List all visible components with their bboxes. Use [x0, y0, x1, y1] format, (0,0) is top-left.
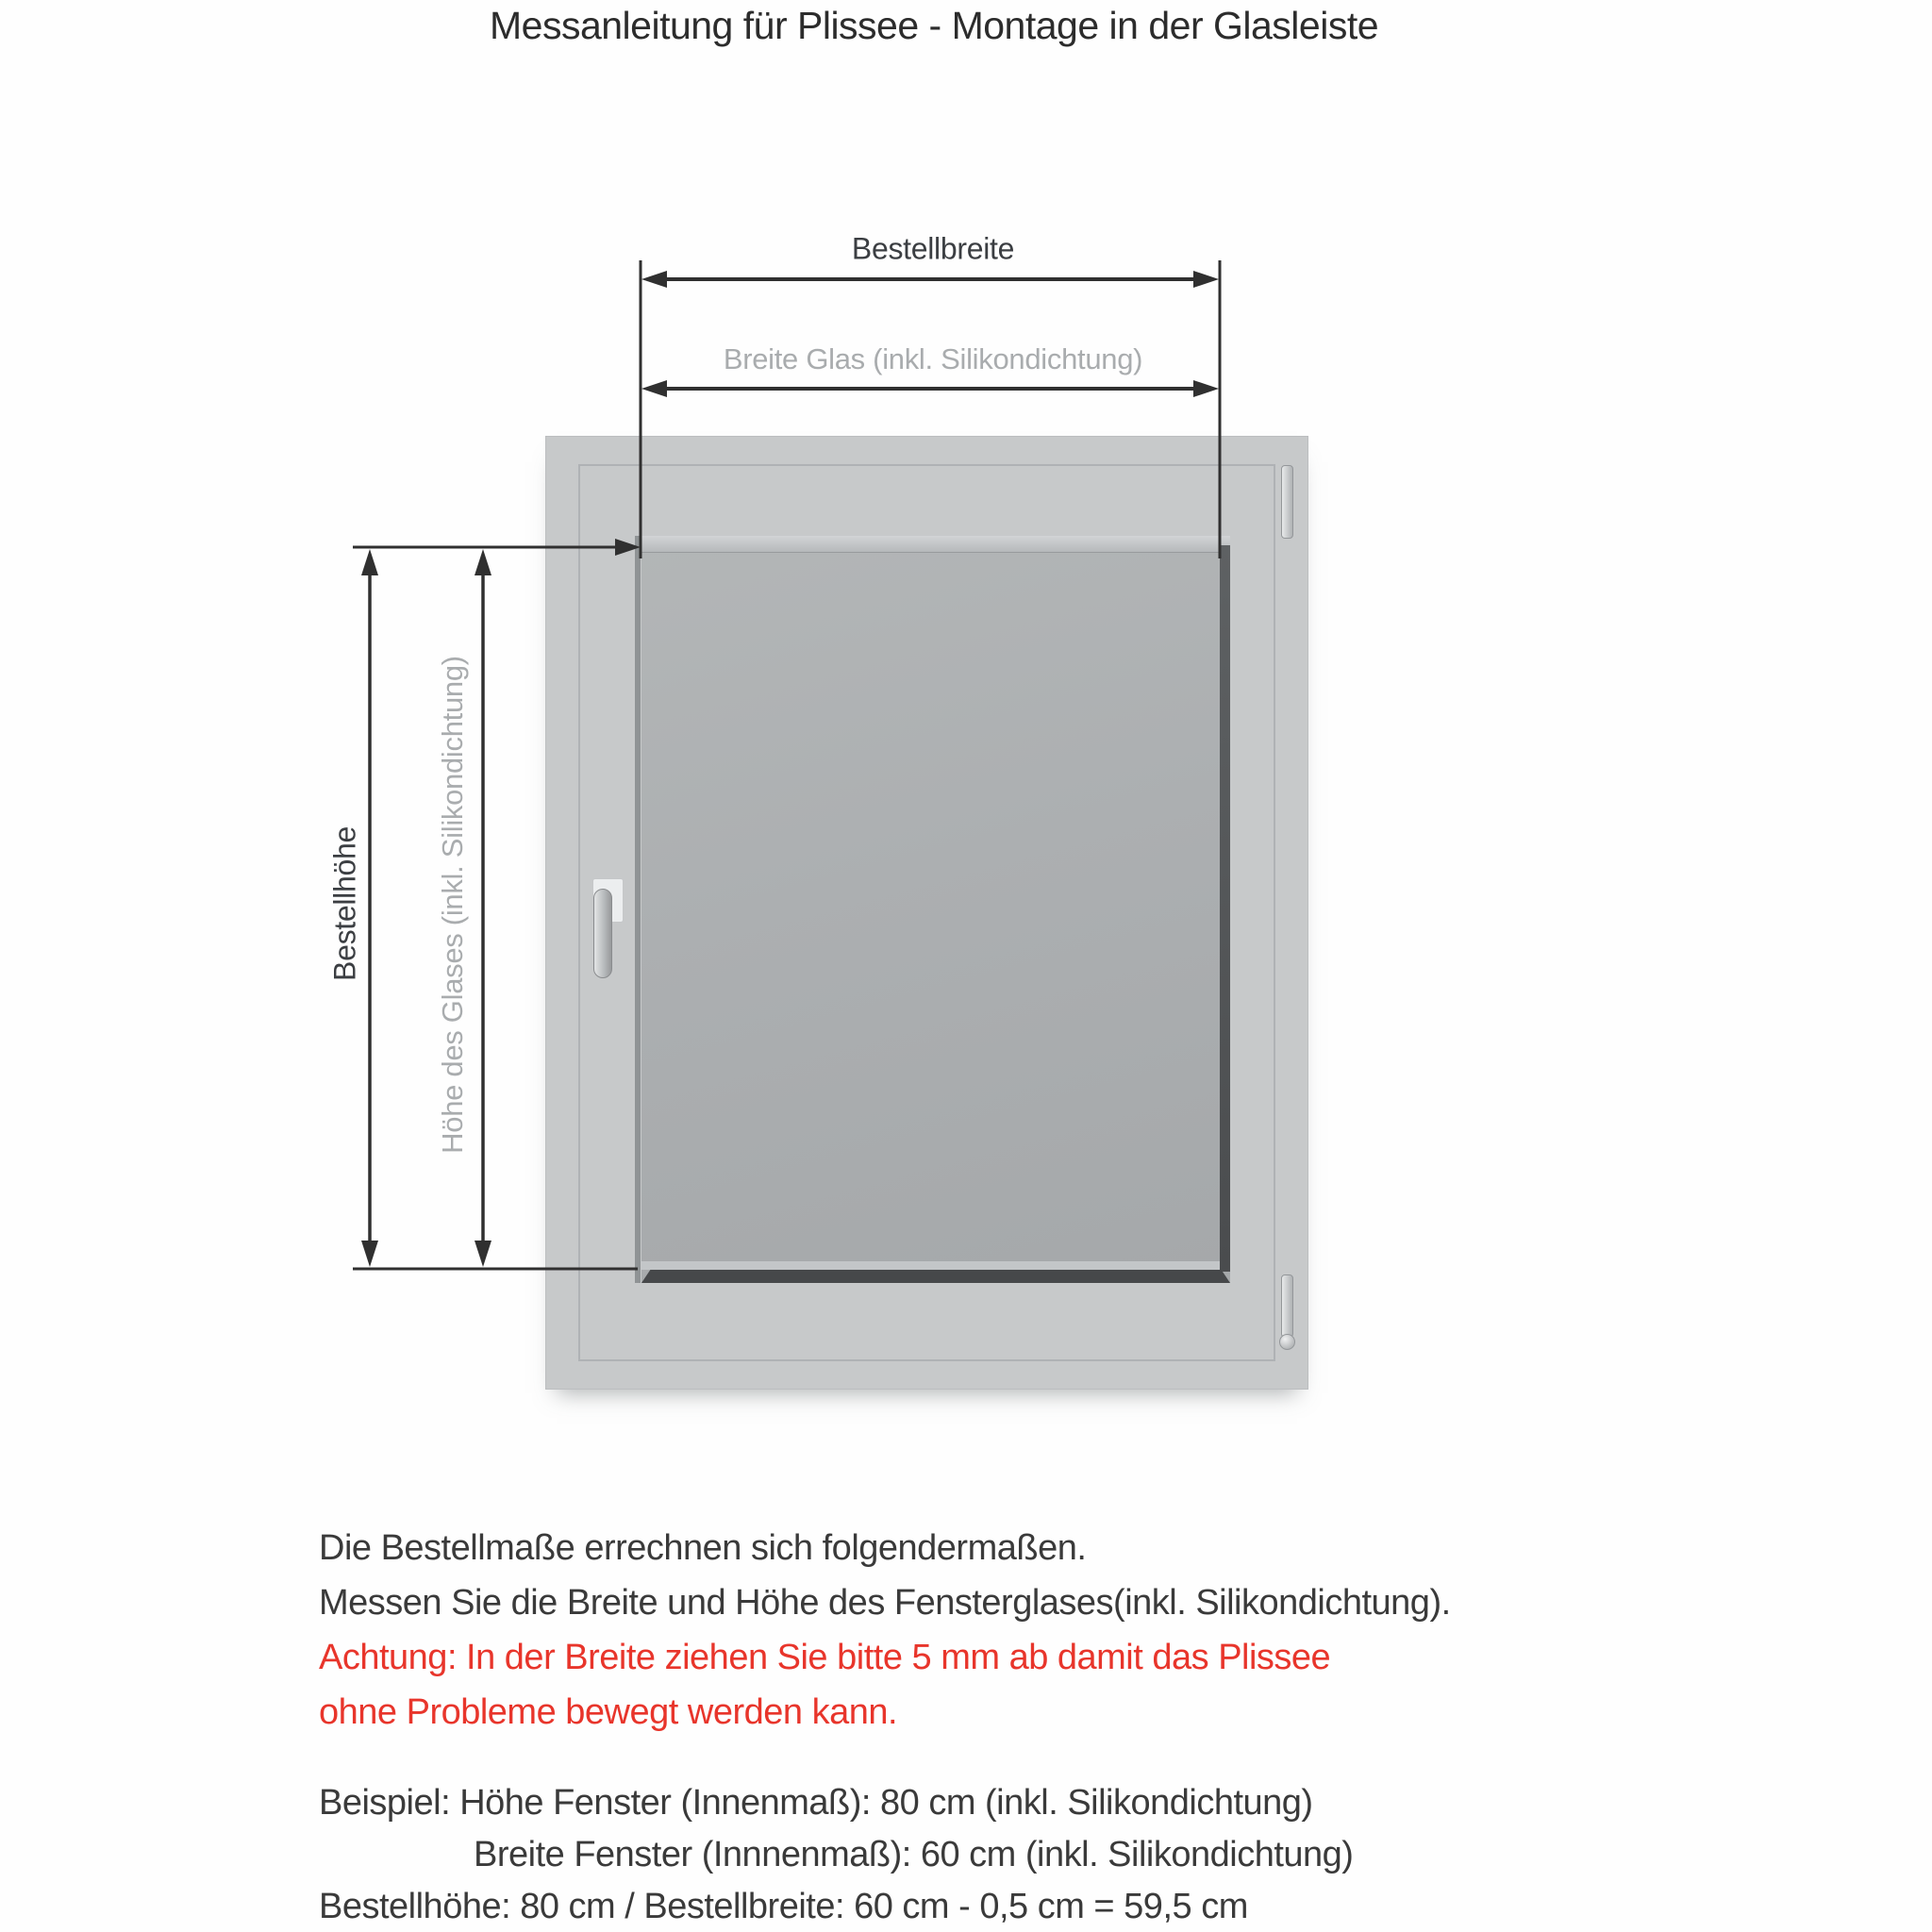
window-handle [593, 889, 612, 978]
instruction-line-1: Die Bestellmaße errechnen sich folgendermaßen. [319, 1528, 1087, 1568]
hinge-bottom-pin [1279, 1334, 1295, 1350]
instruction-line-2: Messen Sie die Breite und Höhe des Fensterglases(inkl. Silikondichtung). [319, 1583, 1451, 1623]
hinge-bottom-right [1281, 1274, 1293, 1338]
glazing-bead-top [641, 536, 1230, 553]
sash-edge-line [635, 536, 641, 1283]
warning-line-2: ohne Probleme bewegt werden kann. [319, 1692, 898, 1732]
glazing-bead-bottom-highlight [641, 1261, 1220, 1270]
glazing-bead-bottom [641, 1270, 1230, 1283]
glass-width-label: Breite Glas (inkl. Silikondichtung) [723, 342, 1143, 375]
glass-height-label: Höhe des Glases (inkl. Silikondichtung) [436, 656, 469, 1154]
page-title: Messanleitung für Plissee - Montage in der Glasleiste [489, 4, 1379, 47]
instructions-text [319, 1521, 1451, 1740]
order-height-label: Bestellhöhe [327, 826, 362, 981]
example-text [319, 1777, 1353, 1932]
glazing-bead-right [1220, 545, 1230, 1272]
hinge-top-right [1281, 465, 1293, 539]
example-line-1: Beispiel: Höhe Fenster (Innenmaß): 80 cm (inkl. Silikondichtung) [319, 1783, 1313, 1823]
example-line-2: Breite Fenster (Innnenmaß): 60 cm (inkl. Silikondichtung) [474, 1835, 1354, 1874]
order-width-label: Bestellbreite [851, 231, 1015, 266]
window-glass [641, 536, 1230, 1283]
example-line-3: Bestellhöhe: 80 cm / Bestellbreite: 60 cm - 0,5 cm = 59,5 cm [319, 1887, 1248, 1926]
window-frame [545, 436, 1308, 1390]
warning-line-1: Achtung: In der Breite ziehen Sie bitte 5 mm ab damit das Plissee [319, 1638, 1331, 1677]
